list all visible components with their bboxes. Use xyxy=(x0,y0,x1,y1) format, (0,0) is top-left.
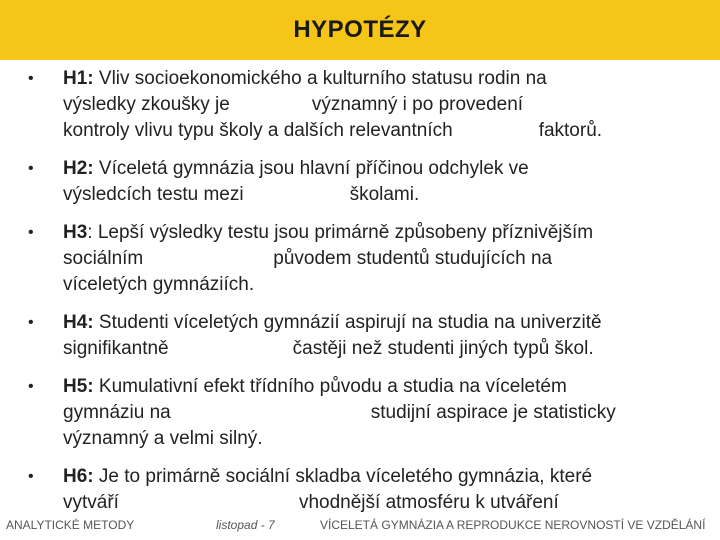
hypothesis-text: původem studentů studujících na xyxy=(273,248,553,269)
hypothesis-label: H2: xyxy=(63,158,94,179)
hypothesis-text: signifikantně xyxy=(63,338,169,359)
hypothesis-text: vhodnější atmosféru k utváření xyxy=(298,492,559,513)
footer-topic: VÍCELETÁ GYMNÁZIA A REPRODUKCE NEROVNOSTÍ VE VZDĚLÁNÍ xyxy=(320,518,706,532)
bullet-icon: • xyxy=(28,160,34,177)
bullet-icon: • xyxy=(28,314,34,331)
footer xyxy=(0,514,720,540)
hypothesis-item-h1 xyxy=(0,66,720,144)
hypothesis-item-h3 xyxy=(0,220,720,298)
hypothesis-text: : Lepší výsledky testu jsou primárně způsobeny příznivějším xyxy=(87,222,594,243)
hypothesis-text: školami. xyxy=(349,184,420,205)
hypothesis-text: kontroly vlivu typu školy a dalších relevantních xyxy=(63,120,453,141)
hypothesis-text: Kumulativní efekt třídního původu a studia na víceletém xyxy=(93,376,567,397)
hypotheses-list xyxy=(0,66,720,528)
title-bar xyxy=(0,0,720,60)
hypothesis-text: Vliv socioekonomického a kulturního statusu rodin na xyxy=(93,68,547,89)
hypothesis-label: H5: xyxy=(63,376,94,397)
hypothesis-text: gymnáziu na xyxy=(63,402,171,423)
hypothesis-text: Studenti víceletých gymnázií aspirují na studia na univerzitě xyxy=(93,312,602,333)
hypothesis-label: H3 xyxy=(63,222,88,243)
bullet-icon: • xyxy=(28,70,34,87)
hypothesis-text: výsledcích testu mezi xyxy=(63,184,244,205)
hypothesis-text: vytváří xyxy=(63,492,119,513)
hypothesis-item-h2 xyxy=(0,156,720,208)
hypothesis-text: víceletých gymnáziích. xyxy=(63,274,255,295)
bullet-icon: • xyxy=(28,468,34,485)
hypothesis-label: H1: xyxy=(63,68,94,89)
hypothesis-text: studijní aspirace je statisticky xyxy=(370,402,616,423)
page-title: HYPOTÉZY xyxy=(293,16,427,43)
footer-date: listopad - 7 xyxy=(216,518,275,532)
hypothesis-label: H6: xyxy=(63,466,94,487)
hypothesis-text: častěji než studenti jiných typů škol. xyxy=(292,338,594,359)
hypothesis-label: H4: xyxy=(63,312,94,333)
hypothesis-text: významný a velmi silný. xyxy=(63,428,263,449)
hypothesis-text: Je to primárně sociální skladba víceletého gymnázia, které xyxy=(93,466,593,487)
footer-course: ANALYTICKÉ METODY xyxy=(6,518,135,532)
hypothesis-item-h6 xyxy=(0,464,720,516)
hypothesis-text: výsledky zkoušky je xyxy=(63,94,230,115)
bullet-icon: • xyxy=(28,224,34,241)
hypothesis-text: významný i po provedení xyxy=(311,94,524,115)
hypothesis-item-h4 xyxy=(0,310,720,362)
hypothesis-text: sociálním xyxy=(63,248,144,269)
bullet-icon: • xyxy=(28,378,34,395)
hypothesis-item-h5 xyxy=(0,374,720,452)
hypothesis-text: Víceletá gymnázia jsou hlavní příčinou odchylek ve xyxy=(93,158,529,179)
hypothesis-text: faktorů. xyxy=(538,120,603,141)
